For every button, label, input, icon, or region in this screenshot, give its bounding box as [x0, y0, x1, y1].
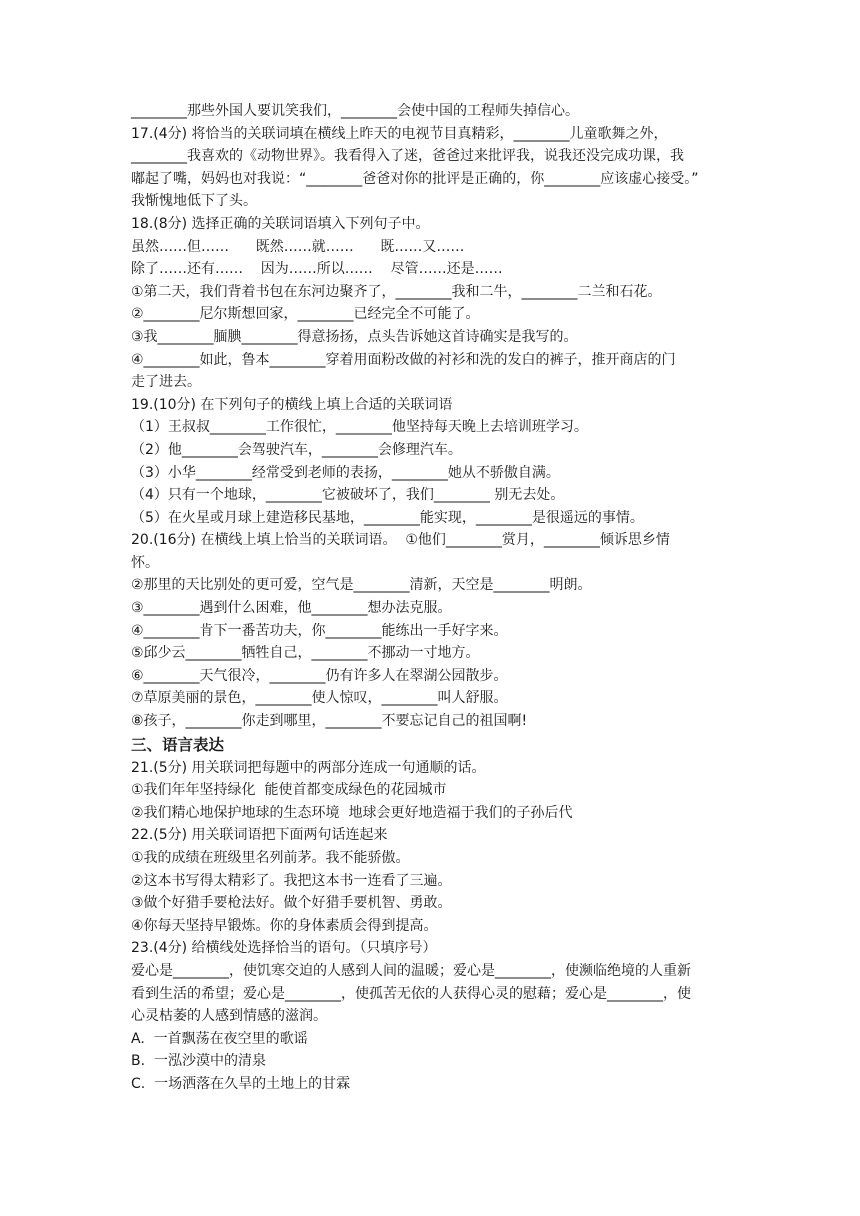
text-line: 虽然……但…… 既然……就…… 既……又…… — [131, 238, 465, 255]
text-line: 17.(4分) 将恰当的关联词填在横线上昨天的电视节目真精彩，________儿童歌舞之外， — [131, 125, 668, 142]
text-line: 21.(5分) 用关联词把每题中的两部分连成一句通顺的话。 — [131, 759, 486, 776]
text-line: C. 一场洒落在久旱的土地上的甘霖 — [131, 1075, 351, 1092]
text-line: ④________如此，鲁本________穿着用面粉改做的衬衫和洗的发白的裤子，推开商店的门 — [131, 351, 676, 368]
text-line: 20.(16分) 在横线上填上恰当的关联词语。 ①他们________赏月，________倾诉思乡情 — [131, 532, 670, 549]
text-line: 怀。 — [131, 554, 159, 571]
text-line: 18.(8分) 选择正确的关联词语填入下列句子中。 — [131, 215, 430, 232]
text-line: ⑥________天气很冷，________仍有许多人在翠湖公园散步。 — [131, 667, 508, 684]
text-line: 爱心是________，使饥寒交迫的人感到人间的温暖；爱心是________，使濒临绝境的人重新 — [131, 962, 691, 979]
text-line: 22.(5分) 用关联词语把下面两句话连起来 — [131, 827, 388, 844]
section-heading: 三、语言表达 — [131, 735, 225, 754]
text-line: B. 一泓沙漠中的清泉 — [131, 1053, 266, 1070]
text-line: 看到生活的希望；爱心是________，使孤苦无依的人获得心灵的慰藉；爱心是________，使 — [131, 985, 691, 1002]
text-line: 除了……还有…… 因为……所以…… 尽管……还是…… — [131, 261, 503, 278]
text-line: ①我们年年坚持绿化 能使首都变成绿色的花园城市 — [131, 782, 447, 799]
text-line: ②那里的天比别处的更可爱，空气是________清新，天空是________明朗。 — [131, 577, 592, 594]
text-line: A. 一首飘荡在夜空里的歌谣 — [131, 1030, 308, 1047]
text-line: ④________肯下一番苦功夫，你________能练出一手好字来。 — [131, 622, 508, 639]
text-line: ③________遇到什么困难，他________想办法克服。 — [131, 600, 452, 617]
text-line: ①第二天，我们背着书包在东河边聚齐了，________我和二牛，________二兰和石花。 — [131, 283, 662, 300]
text-line: ③做个好猎手要枪法好。做个好猎手要机智、勇敢。 — [131, 895, 452, 912]
text-line: 心灵枯萎的人感到情感的滋润。 — [131, 1008, 327, 1025]
text-line: ④你每天坚持早锻炼。你的身体素质会得到提高。 — [131, 917, 438, 934]
text-line: （4）只有一个地球，________它被破坏了，我们________ 别无去处。 — [131, 487, 565, 504]
text-line: ③我________腼腆________得意扬扬，点头告诉她这首诗确实是我写的。 — [131, 328, 578, 345]
text-line: ________我喜欢的《动物世界》。我看得入了迷，爸爸过来批评我，说我还没完成功课，我 — [131, 148, 684, 165]
document-body — [131, 100, 731, 1096]
text-line: （3）小华________经常受到老师的表扬，________她从不骄傲自满。 — [131, 464, 560, 481]
text-line: ⑧孩子，________你走到哪里，________不要忘记自己的祖国啊! — [131, 713, 528, 730]
text-line: 23.(4分) 给横线处选择恰当的语句。（只填序号） — [131, 940, 437, 957]
text-line: （2）他________会驾驶汽车，________会修理汽车。 — [131, 441, 462, 458]
text-line: （5）在火星或月球上建造移民基地，________能实现，________是很遥远的事情。 — [131, 509, 644, 526]
text-line: ①我的成绩在班级里名列前茅。我不能骄傲。 — [131, 850, 410, 866]
text-line: （1）王叔叔________工作很忙，________他坚持每天晚上去培训班学习。 — [131, 419, 588, 436]
text-line: 嘟起了嘴，妈妈也对我说：“________爸爸对你的批评是正确的，你________应该虚心接受。” — [131, 170, 699, 187]
text-line: ⑦草原美丽的景色，________使人惊叹，________叫人舒服。 — [131, 690, 508, 707]
text-line: 19.(10分) 在下列句子的横线上填上合适的关联词语 — [131, 396, 453, 413]
text-line: 走了进去。 — [131, 374, 201, 391]
text-line: 我惭愧地低下了头。 — [131, 193, 257, 210]
text-line: ⑤邱少云________牺牲自己，________不挪动一寸地方。 — [131, 645, 480, 662]
text-line: ②这本书写得太精彩了。我把这本书一连看了三遍。 — [131, 872, 452, 889]
text-line: ________那些外国人要讥笑我们，________会使中国的工程师失掉信心。 — [131, 103, 579, 119]
text-line: ②我们精心地保护地球的生态环境 地球会更好地造福于我们的子孙后代 — [131, 804, 573, 821]
text-line: ②________尼尔斯想回家，________已经完全不可能了。 — [131, 306, 480, 323]
